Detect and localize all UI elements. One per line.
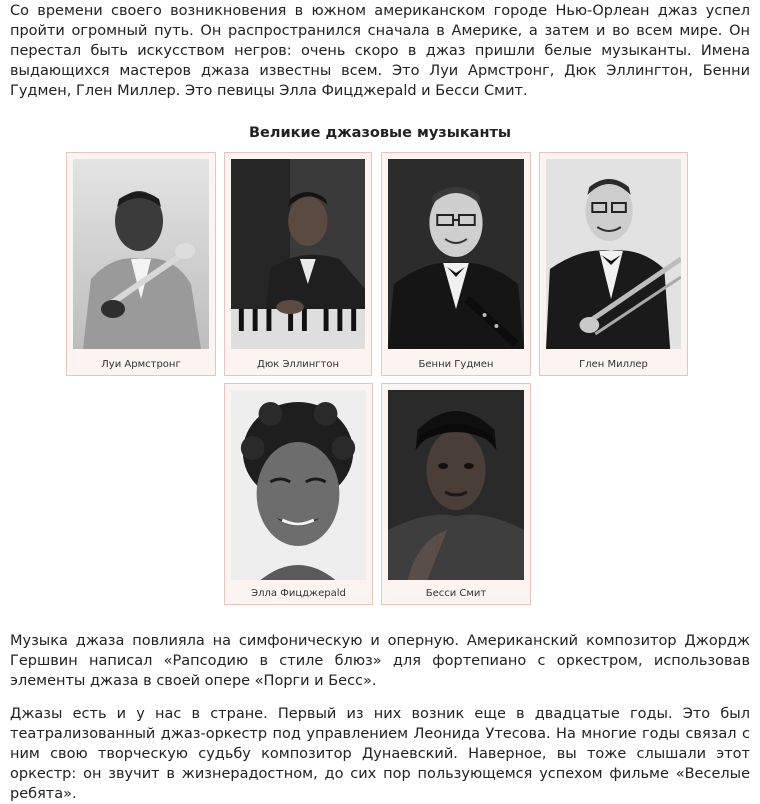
photo-goodman bbox=[388, 159, 524, 349]
caption-smith: Бесси Смит bbox=[425, 588, 487, 599]
musician-card-fitzgerald[interactable] bbox=[224, 383, 373, 605]
paragraph-utesov: Джазы есть и у нас в стране. Первый из них возник еще в двадцатые годы. Это был театрализованный джаз-оркестр под управлением Леонида Утесова. На многие годы связал с ним свою творческую судьбу композитор Дунаевский. Наверное, вы тоже слышали этот оркестр: он звучит в жизнерадостном, до сих пор пользующемся успехом фильме «Веселые ребята». bbox=[10, 706, 750, 802]
musician-card-goodman[interactable] bbox=[381, 152, 531, 376]
musician-card-ellington[interactable] bbox=[224, 152, 372, 376]
photo-armstrong bbox=[73, 159, 209, 349]
caption-ellington: Дюк Эллингтон bbox=[257, 359, 339, 370]
paragraph-gershwin: Музыка джаза повлияла на симфоническую и оперную. Американский композитор Джордж Гершвин написал «Рапсодию в стиле блюз» для фортепиано с оркестром, использовав элементы джаза в своей опере «Порги и Бесс». bbox=[10, 633, 750, 689]
musician-card-smith[interactable] bbox=[381, 383, 531, 605]
musician-card-armstrong[interactable] bbox=[66, 152, 216, 376]
caption-miller: Глен Миллер bbox=[579, 359, 648, 370]
photo-ellington bbox=[231, 159, 365, 349]
photo-miller bbox=[546, 159, 681, 349]
intro-paragraph: Со времени своего возникновения в южном американском городе Нью-Орлеан джаз успел пройти огромный путь. Он распространился сначала в Америке, а затем и во всем мире. Он перестал быть искусством негров: очень скоро в джаз пришли белые музыканты. Имена выдающихся мастеров джаза известны всем. Это Луи Армстронг, Дюк Эллингтон, Бенни Гудмен, Глен Миллер. Это певицы Элла Фицджерald и Бесси Смит. bbox=[10, 3, 750, 99]
caption-fitzgerald: Элла Фицджерald bbox=[251, 588, 346, 599]
caption-armstrong: Луи Армстронг bbox=[101, 359, 181, 370]
musician-card-miller[interactable] bbox=[539, 152, 688, 376]
caption-goodman: Бенни Гудмен bbox=[418, 359, 494, 370]
photo-fitzgerald bbox=[231, 390, 366, 580]
photo-smith bbox=[388, 390, 524, 580]
gallery-title: Великие джазовые музыканты bbox=[248, 125, 512, 141]
